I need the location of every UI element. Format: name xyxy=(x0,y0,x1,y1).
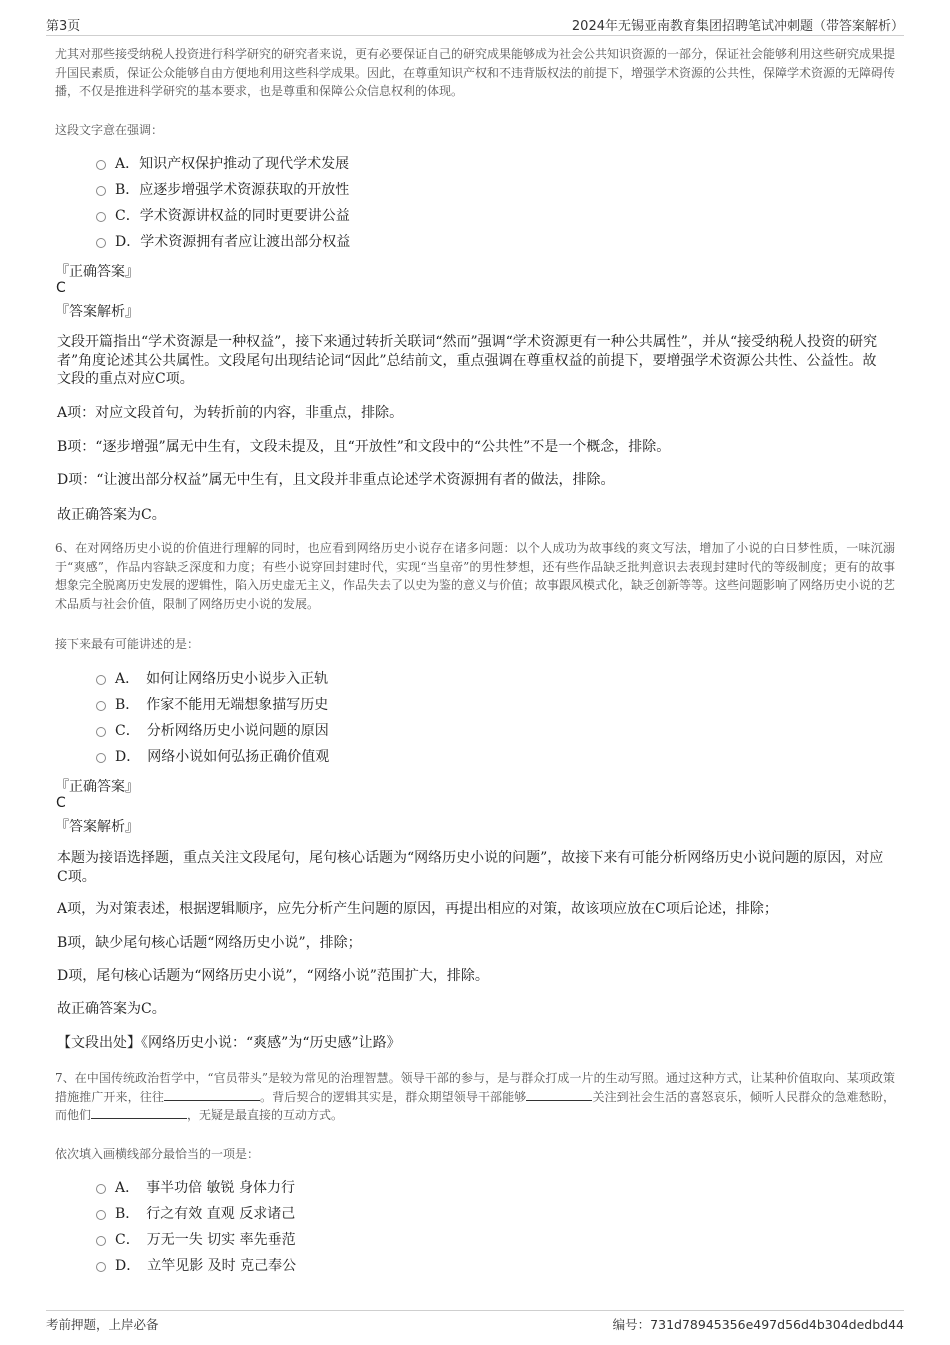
q7-passage-part3: 关注到社会生活的喜怒哀乐，倾听人民群众的急难愁盼，而他们 xyxy=(55,1089,895,1122)
q6-conclusion: 故正确答案为C。 xyxy=(57,1001,166,1017)
q6-analysis-d: D项，尾句核心话题为“网络历史小说”，“网络小说”范围扩大，排除。 xyxy=(57,968,489,984)
q5-answer-label: 『正确答案』 xyxy=(55,264,139,280)
q6-analysis-main: 本题为接语选择题，重点关注文段尾句，尾句核心话题为“网络历史小说的问题”，故接下来有可能分析网络历史小说问题的原因，对应C项。 xyxy=(57,850,884,885)
radio-icon[interactable] xyxy=(96,238,106,248)
q5-prompt: 这段文字意在强调： xyxy=(55,123,164,137)
q5-analysis-d: D项：“让渡出部分权益”属无中生有，且文段并非重点论述学术资源拥有者的做法，排除。 xyxy=(57,472,615,488)
q7-blank-2 xyxy=(526,1088,592,1101)
option-label: C． 分析网络历史小说问题的原因 xyxy=(115,723,329,739)
radio-icon[interactable] xyxy=(96,1210,106,1220)
q5-option-c[interactable] xyxy=(96,204,350,226)
q7-passage-part4: ，无疑是最直接的互动方式。 xyxy=(187,1108,344,1122)
option-label: A． 事半功倍 敏锐 身体力行 xyxy=(115,1180,296,1196)
radio-icon[interactable] xyxy=(96,701,106,711)
q7-passage-part2: 。背后契合的逻辑其实是，群众期望领导干部能够 xyxy=(259,1089,527,1104)
page-header xyxy=(46,13,904,36)
option-label: A．知识产权保护推动了现代学术发展 xyxy=(115,156,350,172)
option-label: C． 万无一失 切实 率先垂范 xyxy=(115,1232,296,1248)
q7-passage-part1: 7、在中国传统政治哲学中，“官员带头”是较为常见的治理智慧。领导干部的参与，是与群众打成一片的生动写照。通过这种方式，让某种价值取向、某项政策措施推广开来，往往 xyxy=(55,1071,895,1104)
option-label: B．应逐步增强学术资源获取的开放性 xyxy=(115,182,350,198)
q5-option-b[interactable] xyxy=(96,178,349,200)
q5-answer: C xyxy=(56,280,66,296)
q6-analysis-a: A项，为对策表述，根据逻辑顺序，应先分析产生问题的原因，再提出相应的对策，故该项应放在C项后论述，排除； xyxy=(57,901,778,917)
q6-option-a[interactable] xyxy=(96,667,328,689)
q5-option-d[interactable] xyxy=(96,230,350,252)
q7-option-a[interactable] xyxy=(96,1176,295,1198)
option-label: A． 如何让网络历史小说步入正轨 xyxy=(115,671,329,687)
radio-icon[interactable] xyxy=(96,753,106,763)
page-number: 第3页 xyxy=(46,19,81,34)
q5-passage: 尤其对那些接受纳税人投资进行科学研究的研究者来说，更有必要保证自己的研究成果能够成为社会公共知识资源的一部分，保证社会能够利用这些研究成果提升国民素质，保证公众能够自由方便地利用这些科学成果。因此，在尊重知识产权和不违背版权法的前提下，增强学术资源的公共性，保障学术资源的无障碍传播，不仅是推进科学研究的基本要求，也是尊重和保障公众信息权利的体现。 xyxy=(55,47,896,98)
q7-option-c[interactable] xyxy=(96,1228,296,1250)
document-id: 编号：731d78945356e497d56d4b304dedbd44 xyxy=(612,1317,904,1332)
q5-analysis-label: 『答案解析』 xyxy=(55,304,139,320)
option-label: D．学术资源拥有者应让渡出部分权益 xyxy=(115,234,351,250)
q5-analysis-main: 文段开篇指出“学术资源是一种权益”，接下来通过转折关联词“然而”强调“学术资源更有一种公共属性”，并从“接受纳税人投资的研究者”角度论述其公共属性。文段尾句出现结论词“因此”总结前文，重点强调在尊重权益的前提下，要增强学术资源公共性、公益性。故文段的重点对应C项。 xyxy=(57,334,878,387)
radio-icon[interactable] xyxy=(96,1236,106,1246)
q6-answer-label: 『正确答案』 xyxy=(55,779,139,795)
q7-prompt: 依次填入画横线部分最恰当的一项是： xyxy=(55,1147,260,1161)
q7-blank-3 xyxy=(91,1106,187,1119)
radio-icon[interactable] xyxy=(96,212,106,222)
q6-answer: C xyxy=(56,795,66,811)
option-label: D． 立竿见影 及时 克己奉公 xyxy=(115,1258,297,1274)
q6-source: 【文段出处】《网络历史小说：“爽感”为“历史感”让路》 xyxy=(57,1035,401,1051)
radio-icon[interactable] xyxy=(96,186,106,196)
q5-analysis-b: B项：“逐步增强”属无中生有，文段未提及，且“开放性”和文段中的“公共性”不是一个概念，排除。 xyxy=(57,439,671,455)
q6-prompt: 接下来最有可能讲述的是： xyxy=(55,637,200,651)
document-title: 2024年无锡亚南教育集团招聘笔试冲刺题（带答案解析） xyxy=(571,19,904,34)
q7-passage xyxy=(55,1069,895,1125)
q6-passage: 6、在对网络历史小说的价值进行理解的同时，也应看到网络历史小说存在诸多问题：以个人成功为故事线的爽文写法，增加了小说的白日梦性质，一味沉溺于“爽感”，作品内容缺乏深度和力度；有些小说穿回封建时代，实现“当皇帝”的男性梦想，还有些作品缺乏批判意识去表现封建时代的等级制度；更有的故事想象完全脱离历史发展的逻辑性，陷入历史虚无主义，作品失去了以史为鉴的意义与价值；故事跟风模式化，缺乏创新等等。这些问题影响了网络历史小说的艺术品质与社会价值，限制了网络历史小说的发展。 xyxy=(55,541,896,611)
q6-option-c[interactable] xyxy=(96,719,329,741)
q6-option-d[interactable] xyxy=(96,745,329,767)
radio-icon[interactable] xyxy=(96,675,106,685)
q7-blank-1 xyxy=(164,1088,260,1101)
radio-icon[interactable] xyxy=(96,160,106,170)
radio-icon[interactable] xyxy=(96,1262,106,1272)
option-label: B． 作家不能用无端想象描写历史 xyxy=(115,697,329,713)
option-label: C．学术资源讲权益的同时更要讲公益 xyxy=(115,208,350,224)
radio-icon[interactable] xyxy=(96,727,106,737)
q7-option-b[interactable] xyxy=(96,1202,295,1224)
radio-icon[interactable] xyxy=(96,1184,106,1194)
q6-analysis-b: B项，缺少尾句核心话题“网络历史小说”，排除； xyxy=(57,935,362,951)
option-label: B． 行之有效 直观 反求诸己 xyxy=(115,1206,296,1222)
footer-slogan: 考前押题，上岸必备 xyxy=(46,1317,159,1332)
q5-option-a[interactable] xyxy=(96,152,349,174)
q7-option-d[interactable] xyxy=(96,1254,296,1276)
option-label: D． 网络小说如何弘扬正确价值观 xyxy=(115,749,330,765)
q6-analysis-label: 『答案解析』 xyxy=(55,819,139,835)
q5-analysis-a: A项：对应文段首句，为转折前的内容，非重点，排除。 xyxy=(57,405,404,421)
page-footer xyxy=(46,1310,904,1335)
q5-conclusion: 故正确答案为C。 xyxy=(57,507,166,523)
q6-option-b[interactable] xyxy=(96,693,328,715)
